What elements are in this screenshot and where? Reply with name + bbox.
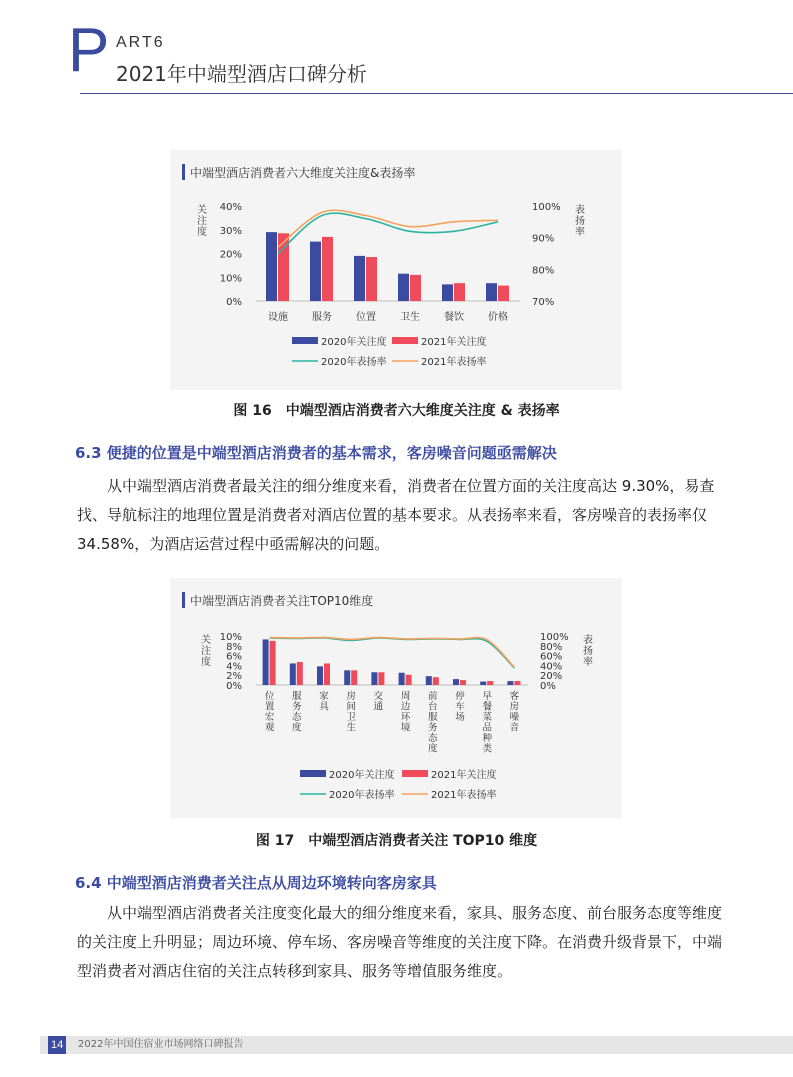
category-label-char: 家 bbox=[319, 691, 329, 702]
legend-label: 2020年表扬率 bbox=[329, 790, 395, 801]
bar-2020 bbox=[399, 673, 405, 685]
left-axis-title-char: 注 bbox=[201, 646, 211, 657]
bar-2020 bbox=[486, 283, 497, 301]
bar-2020 bbox=[453, 679, 459, 685]
bar-2020 bbox=[354, 256, 365, 301]
figure-17-caption: 图 17 中端型酒店消费者关注 TOP10 维度 bbox=[255, 833, 538, 849]
legend-label: 2021年表扬率 bbox=[431, 790, 497, 801]
line-2020 bbox=[270, 638, 515, 668]
category-label-char: 边 bbox=[400, 701, 411, 713]
bar-2020 bbox=[426, 676, 432, 685]
figure-17-svg bbox=[170, 578, 622, 818]
right-tick-label: 20% bbox=[540, 671, 563, 683]
left-axis-title-char: 注 bbox=[197, 216, 207, 227]
category-label-char: 置 bbox=[264, 701, 275, 713]
line-2021 bbox=[270, 637, 515, 667]
category-label-char: 品 bbox=[482, 722, 492, 734]
right-axis-title-char: 扬 bbox=[575, 216, 585, 227]
bar-2021 bbox=[406, 675, 412, 685]
legend-label: 2020年关注度 bbox=[329, 770, 395, 781]
bar-2021 bbox=[487, 681, 493, 685]
page-number: 14 bbox=[48, 1036, 66, 1054]
right-tick-label: 100% bbox=[532, 202, 561, 213]
category-label-char: 度 bbox=[292, 722, 302, 734]
left-axis-title-char: 度 bbox=[201, 657, 211, 668]
category-label-char: 生 bbox=[346, 722, 356, 734]
bar-2020 bbox=[398, 274, 409, 301]
category-label-char: 态 bbox=[292, 712, 302, 723]
category-label-char: 音 bbox=[509, 722, 520, 734]
category-label: 价格 bbox=[488, 312, 508, 323]
bar-2021 bbox=[297, 662, 303, 685]
right-tick-label: 70% bbox=[532, 297, 555, 308]
category-label-char: 务 bbox=[292, 701, 302, 713]
category-label-char: 房 bbox=[509, 701, 520, 713]
left-tick-label: 8% bbox=[226, 641, 242, 653]
category-label-char: 服 bbox=[428, 712, 438, 723]
category-label-char: 交 bbox=[373, 691, 384, 702]
chart-title-marker bbox=[182, 592, 185, 608]
category-label-char: 早 bbox=[482, 691, 492, 702]
right-axis-title-char: 表 bbox=[583, 635, 593, 646]
category-label-char: 务 bbox=[428, 722, 438, 734]
left-tick-label: 0% bbox=[226, 297, 242, 308]
bar-2021 bbox=[410, 275, 421, 301]
category-label: 设施 bbox=[268, 312, 288, 323]
right-axis-title-char: 率 bbox=[575, 227, 585, 238]
right-axis-title-char: 表 bbox=[575, 205, 585, 216]
figure-16-chart bbox=[170, 150, 622, 390]
bar-2020 bbox=[310, 242, 321, 301]
category-label-char: 卫 bbox=[346, 712, 356, 723]
right-tick-label: 80% bbox=[540, 641, 563, 653]
page-title: 2021年中端型酒店口碑分析 bbox=[116, 62, 367, 86]
category-label: 餐饮 bbox=[444, 312, 464, 323]
legend-label: 2020年关注度 bbox=[321, 337, 387, 348]
bar-2021 bbox=[351, 670, 357, 685]
right-tick-label: 40% bbox=[540, 661, 563, 673]
legend-label: 2021年关注度 bbox=[431, 770, 497, 781]
legend-swatch bbox=[392, 337, 418, 344]
part-letter: P bbox=[68, 16, 110, 85]
category-label-char: 间 bbox=[346, 701, 356, 713]
bar-2021 bbox=[324, 663, 330, 685]
bar-2021 bbox=[460, 680, 466, 685]
category-label-char: 台 bbox=[428, 701, 438, 713]
footer-report-title: 2022年中国住宿业市场网络口碑报告 bbox=[78, 1039, 244, 1050]
bar-2020 bbox=[263, 639, 269, 685]
category-label-char: 具 bbox=[319, 701, 329, 713]
bar-2020 bbox=[480, 682, 486, 685]
left-axis-title-char: 度 bbox=[197, 227, 207, 238]
bar-2021 bbox=[433, 677, 439, 685]
figure-16-svg bbox=[170, 150, 622, 390]
bar-2020 bbox=[442, 284, 453, 301]
category-label-char: 通 bbox=[373, 701, 384, 713]
bar-2021 bbox=[270, 641, 276, 685]
legend-swatch bbox=[402, 770, 428, 777]
category-label-char: 餐 bbox=[482, 701, 492, 713]
chart-title-marker bbox=[182, 164, 185, 180]
legend-label: 2021年表扬率 bbox=[421, 357, 487, 368]
bar-2021 bbox=[378, 672, 384, 685]
right-tick-label: 100% bbox=[540, 632, 569, 643]
legend-swatch bbox=[292, 337, 318, 344]
right-axis-title-char: 扬 bbox=[583, 646, 593, 657]
left-tick-label: 0% bbox=[226, 681, 242, 692]
right-tick-label: 0% bbox=[540, 681, 556, 692]
category-label-char: 前 bbox=[428, 691, 438, 702]
category-label-char: 菜 bbox=[482, 712, 492, 723]
bar-2020 bbox=[371, 672, 377, 685]
category-label-char: 类 bbox=[482, 743, 492, 755]
bar-2021 bbox=[454, 283, 465, 301]
part-number: ART6 bbox=[116, 34, 165, 51]
category-label-char: 周 bbox=[400, 691, 411, 702]
category-label-char: 房 bbox=[346, 691, 356, 702]
legend-label: 2020年表扬率 bbox=[321, 357, 387, 368]
figure-17-chart bbox=[170, 578, 622, 818]
category-label-char: 停 bbox=[455, 691, 465, 702]
left-tick-label: 20% bbox=[219, 249, 242, 261]
left-axis-title-char: 关 bbox=[197, 205, 207, 216]
bar-2020 bbox=[266, 232, 277, 301]
category-label-char: 客 bbox=[509, 691, 520, 702]
header-divider bbox=[80, 93, 793, 94]
category-label-char: 噪 bbox=[509, 712, 520, 723]
bar-2020 bbox=[507, 681, 513, 685]
legend-label: 2021年关注度 bbox=[421, 337, 487, 348]
left-tick-label: 2% bbox=[226, 671, 242, 683]
chart-title: 中端型酒店消费者六大维度关注度&表扬率 bbox=[190, 166, 416, 180]
right-axis-title-char: 率 bbox=[583, 657, 593, 668]
section-6-4-paragraph: 从中端型酒店消费者关注度变化最大的细分维度来看，家具、服务态度、前台服务态度等维度的关注度上升明显；周边环境、停车场、客房噪音等维度的关注度下降。在消费升级背景下，中端型消费者对酒店住宿的关注点转移到家具、服务等增值服务维度。 bbox=[77, 904, 723, 980]
left-axis-title-char: 关 bbox=[201, 635, 211, 646]
bar-2021 bbox=[366, 257, 377, 301]
category-label-char: 观 bbox=[264, 722, 275, 734]
right-tick-label: 60% bbox=[540, 651, 563, 663]
left-tick-label: 30% bbox=[219, 225, 242, 237]
figure-16-caption: 图 16 中端型酒店消费者六大维度关注度 & 表扬率 bbox=[233, 403, 560, 419]
left-tick-label: 10% bbox=[219, 273, 242, 285]
category-label: 服务 bbox=[312, 312, 332, 323]
section-6-4-heading: 6.4 中端型酒店消费者关注点从周边环境转向客房家具 bbox=[75, 874, 437, 892]
legend-swatch bbox=[300, 770, 326, 777]
category-label-char: 场 bbox=[455, 712, 465, 723]
category-label: 位置 bbox=[356, 312, 376, 323]
category-label-char: 位 bbox=[264, 691, 275, 702]
left-tick-label: 4% bbox=[226, 661, 242, 673]
left-tick-label: 10% bbox=[219, 632, 242, 643]
section-6-3-heading: 6.3 便捷的位置是中端型酒店消费者的基本需求，客房噪音问题亟需解决 bbox=[75, 444, 557, 462]
category-label-char: 车 bbox=[455, 701, 465, 713]
bar-2020 bbox=[344, 670, 350, 685]
right-tick-label: 90% bbox=[532, 233, 555, 245]
category-label-char: 服 bbox=[292, 691, 302, 702]
category-label-char: 环 bbox=[400, 712, 411, 723]
left-tick-label: 40% bbox=[219, 202, 242, 213]
category-label-char: 态 bbox=[428, 733, 438, 744]
bar-2020 bbox=[317, 666, 323, 685]
category-label-char: 度 bbox=[428, 743, 438, 755]
category-label-char: 境 bbox=[400, 722, 411, 734]
bar-2020 bbox=[290, 663, 296, 685]
category-label: 卫生 bbox=[400, 312, 420, 323]
category-label-char: 宏 bbox=[264, 712, 275, 723]
chart-title: 中端型酒店消费者关注TOP10维度 bbox=[190, 594, 374, 608]
section-6-3-paragraph: 从中端型酒店消费者最关注的细分维度来看，消费者在位置方面的关注度高达 9.30%，易查找、导航标注的地理位置是消费者对酒店位置的基本要求。从表扬率来看，客房噪音的表扬率仅 34.58%，为酒店运营过程中亟需解决的问题。 bbox=[77, 477, 715, 553]
bar-2021 bbox=[498, 286, 509, 301]
left-tick-label: 6% bbox=[226, 651, 242, 663]
right-tick-label: 80% bbox=[532, 265, 555, 277]
bar-2021 bbox=[322, 237, 333, 301]
category-label-char: 种 bbox=[482, 733, 492, 744]
bar-2021 bbox=[514, 681, 520, 685]
